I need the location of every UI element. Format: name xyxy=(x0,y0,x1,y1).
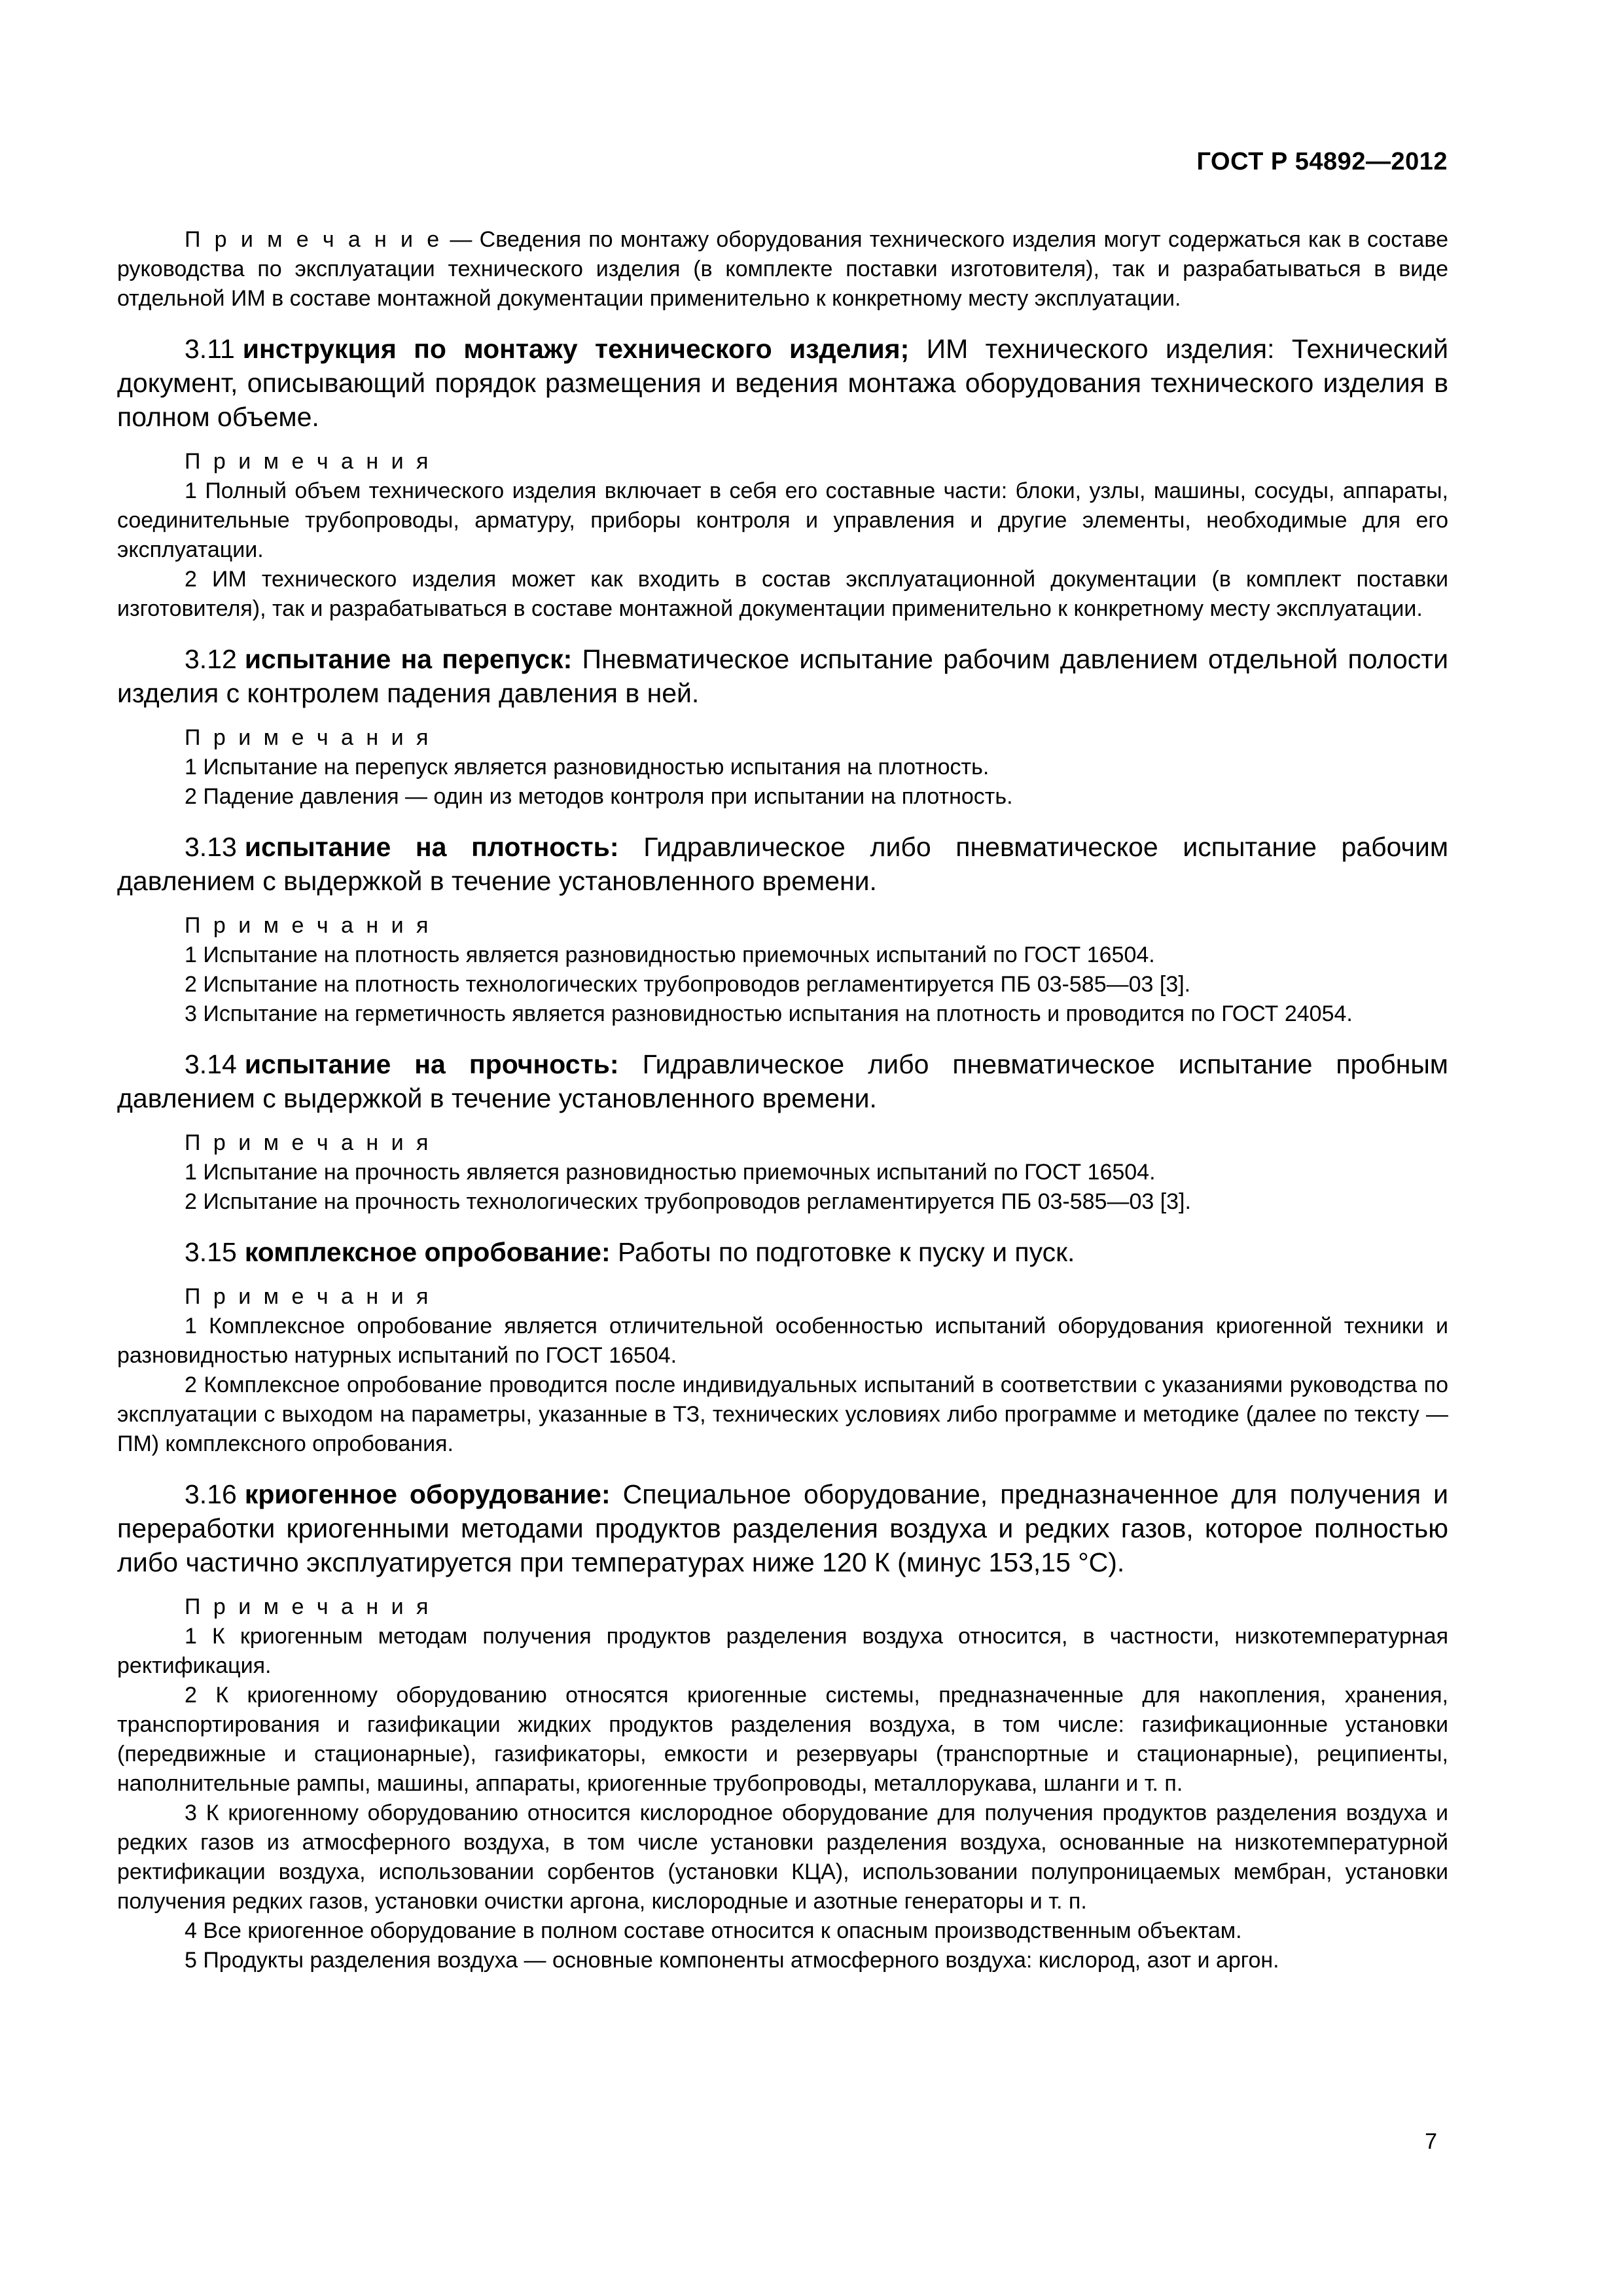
note-item: 5 Продукты разделения воздуха — основные компоненты атмосферного воздуха: кислород, азот и аргон. xyxy=(185,1948,1279,1973)
note-item: 1 Полный объем технического изделия включает в себя его составные части: блоки, узлы, машины, сосуды, аппараты, соединительные трубопроводы, арматуру, приборы контроля и управления и другие элементы, необходимые для его эксплуатации. xyxy=(117,478,1448,562)
note-item: 4 Все криогенное оборудование в полном составе относится к опасным производственным объектам. xyxy=(185,1918,1242,1943)
note-item: 1 Испытание на перепуск является разновидностью испытания на плотность. xyxy=(185,755,990,780)
term-definition xyxy=(117,1047,1448,1115)
term-definition xyxy=(117,332,1448,434)
term-section xyxy=(117,642,1448,812)
term-section xyxy=(117,332,1448,624)
intro-note xyxy=(117,225,1448,314)
term-definition xyxy=(117,830,1448,898)
term-title: испытание на прочность: xyxy=(244,1049,619,1079)
term-number: 3.16 xyxy=(185,1479,237,1509)
term-number: 3.13 xyxy=(185,832,237,862)
term-definition-text: Работы по подготовке к пуску и пуск. xyxy=(610,1237,1075,1267)
page-content xyxy=(117,225,1448,1975)
term-definition-text: ИМ технического изделия: Технический документ, описывающий порядок размещения и ведения монтажа оборудования технического изделия в полном объеме. xyxy=(117,334,1448,432)
term-number: 3.14 xyxy=(185,1049,237,1079)
term-definition xyxy=(117,1235,1448,1269)
term-number: 3.15 xyxy=(185,1237,237,1267)
note-item: 1 Испытание на прочность является разновидностью приемочных испытаний по ГОСТ 16504. xyxy=(185,1160,1156,1185)
note-item: 3 К криогенному оборудованию относится кислородное оборудование для получения продуктов разделения воздуха и редких газов из атмосферного воздуха, в том числе установки разделения воздуха, основанные на низкотемпературной ректификации воздуха, использовании сорбентов (установки КЦА), использовании полупроницаемых мембран, установки получения редких газов, установки очистки аргона, кислородные и азотные генераторы и т. п. xyxy=(117,1801,1448,1914)
note-item: 2 Испытание на плотность технологических трубопроводов регламентируется ПБ 03-585—03 [3]. xyxy=(185,972,1191,997)
term-title: испытание на плотность: xyxy=(244,832,619,862)
note-item: 1 К криогенным методам получения продуктов разделения воздуха относится, в частности, низкотемпературная ректификация. xyxy=(117,1624,1448,1678)
document-code: ГОСТ Р 54892—2012 xyxy=(1196,148,1448,175)
intro-note-text: — Сведения по монтажу оборудования технического изделия могут содержаться как в составе руководства по эксплуатации технического изделия (в комплекте поставки изготовителя), так и разрабатываться в виде отдельной ИМ в составе монтажной документации применительно к конкретному месту эксплуатации. xyxy=(117,227,1448,311)
notes-heading: П р и м е ч а н и я xyxy=(185,1284,432,1309)
notes-heading: П р и м е ч а н и я xyxy=(185,725,432,750)
note-item: 2 Испытание на прочность технологических трубопроводов регламентируется ПБ 03-585—03 [3]. xyxy=(185,1189,1191,1214)
note-item: 1 Комплексное опробование является отличительной особенностью испытаний оборудования криогенной техники и разновидностью натурных испытаний по ГОСТ 16504. xyxy=(117,1314,1448,1368)
term-definition-text: Пневматическое испытание рабочим давлением отдельной полости изделия с контролем падения давления в ней. xyxy=(117,644,1448,708)
intro-note-label: П р и м е ч а н и е xyxy=(185,227,443,252)
note-item: 2 Падение давления — один из методов контроля при испытании на плотность. xyxy=(185,784,1013,809)
term-definition xyxy=(117,642,1448,710)
term-definition xyxy=(117,1477,1448,1579)
term-section xyxy=(117,1477,1448,1975)
term-definition-text: Специальное оборудование, предназначенное для получения и переработки криогенными методами продуктов разделения воздуха и редких газов, которое полностью либо частично эксплуатируется при температурах ниже 120 К (минус 153,15 °С). xyxy=(117,1479,1448,1577)
term-title: криогенное оборудование: xyxy=(244,1479,611,1509)
term-definition-text: Гидравлическое либо пневматическое испытание пробным давлением с выдержкой в течение установленного времени. xyxy=(117,1049,1448,1113)
note-item: 2 ИМ технического изделия может как входить в состав эксплуатационной документации (в комплект поставки изготовителя), так и разрабатываться в составе монтажной документации применительно к конкретному месту эксплуатации. xyxy=(117,567,1448,621)
term-section xyxy=(117,830,1448,1029)
term-number: 3.12 xyxy=(185,644,237,674)
note-item: 1 Испытание на плотность является разновидностью приемочных испытаний по ГОСТ 16504. xyxy=(185,942,1155,967)
term-title: комплексное опробование: xyxy=(244,1237,611,1267)
note-item: 2 Комплексное опробование проводится после индивидуальных испытаний в соответствии с указаниями руководства по эксплуатации с выходом на параметры, указанные в ТЗ, технических условиях либо программе и методике (далее по тексту — ПМ) комплексного опробования. xyxy=(117,1372,1448,1456)
note-item: 3 Испытание на герметичность является разновидностью испытания на плотность и проводится по ГОСТ 24054. xyxy=(185,1001,1353,1026)
notes-heading: П р и м е ч а н и я xyxy=(185,1130,432,1155)
term-definition-text: Гидравлическое либо пневматическое испытание рабочим давлением с выдержкой в течение установленного времени. xyxy=(117,832,1449,896)
notes-heading: П р и м е ч а н и я xyxy=(185,913,432,938)
term-section xyxy=(117,1235,1448,1459)
notes-heading: П р и м е ч а н и я xyxy=(185,449,432,474)
term-section xyxy=(117,1047,1448,1217)
term-title: испытание на перепуск: xyxy=(244,644,573,674)
note-item: 2 К криогенному оборудованию относятся криогенные системы, предназначенные для накопления, хранения, транспортирования и газификации жидких продуктов разделения воздуха, в том числе: газификационные установки (передвижные и стационарные), газификаторы, емкости и резервуары (транспортные и стационарные), реципиенты, наполнительные рампы, машины, аппараты, криогенные трубопроводы, металлорукава, шланги и т. п. xyxy=(117,1683,1448,1796)
term-number: 3.11 xyxy=(185,334,235,364)
page-number: 7 xyxy=(1425,2129,1437,2154)
notes-heading: П р и м е ч а н и я xyxy=(185,1594,432,1619)
sections-list xyxy=(117,332,1448,1975)
term-title: инструкция по монтажу технического изделия; xyxy=(242,334,910,364)
